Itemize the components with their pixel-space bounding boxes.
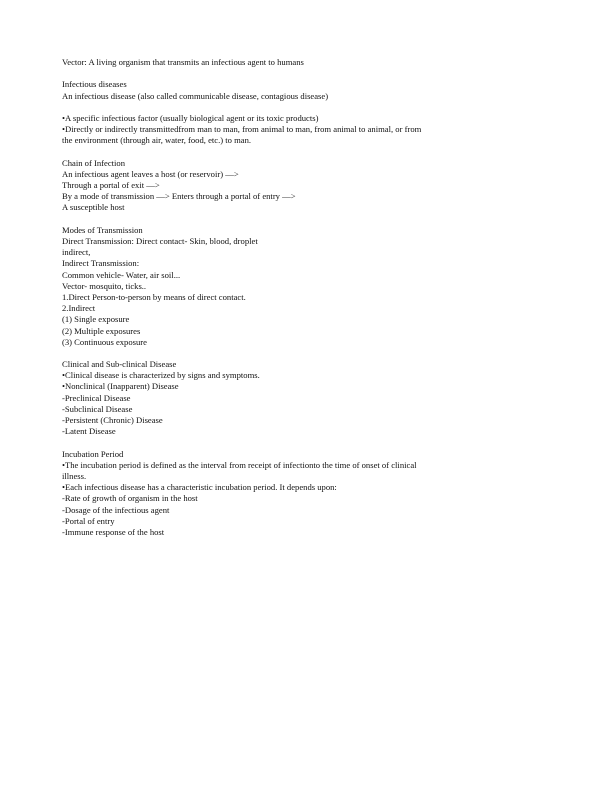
spacer: [62, 147, 562, 158]
spacer: [62, 437, 562, 448]
clinical-line: -Persistent (Chronic) Disease: [62, 415, 163, 425]
clinical-line: •Nonclinical (Inapparent) Disease: [62, 381, 179, 392]
modes-line: Indirect Transmission:: [62, 258, 140, 269]
modes-line: (2) Multiple exposures: [62, 325, 141, 336]
modes-line: 1.Direct Person-to-person by means of direct contact.: [62, 291, 246, 302]
incubation-line: -Immune response of the host: [62, 526, 165, 537]
infectious-heading: Infectious diseases: [62, 79, 127, 90]
spacer: [62, 348, 562, 359]
modes-line: (3) Continuous exposure: [62, 336, 147, 347]
clinical-line: -Subclinical Disease: [62, 403, 133, 414]
spacer: [62, 102, 562, 113]
chain-line: A susceptible host: [62, 202, 125, 213]
infectious-bullet-2-line-1: •Directly or indirectly transmittedfrom man to man, from animal to man, from animal to animal, or from: [62, 124, 422, 135]
incubation-heading: Incubation Period: [62, 448, 124, 459]
modes-line: Common vehicle- Water, air soil...: [62, 269, 181, 280]
clinical-heading: Clinical and Sub-clinical Disease: [62, 359, 177, 370]
spacer: [62, 68, 562, 79]
incubation-line: •The incubation period is defined as the interval from receipt of infectionto the time of onset of clinical: [62, 459, 417, 470]
incubation-line: illness.: [62, 470, 87, 481]
chain-line: Through a portal of exit —>: [62, 180, 160, 191]
infectious-bullet-1: •A specific infectious factor (usually biological agent or its toxic products): [62, 112, 319, 123]
modes-heading: Modes of Transmission: [62, 224, 143, 235]
infectious-bullet-2-line-2: the environment (through air, water, food, etc.) to man.: [62, 135, 252, 146]
clinical-line: •Clinical disease is characterized by signs and symptoms.: [62, 370, 260, 381]
modes-line: Direct Transmission: Direct contact- Skin, blood, droplet: [62, 236, 258, 246]
infectious-definition: An infectious disease (also called communicable disease, contagious disease): [62, 90, 329, 101]
document-page: [62, 57, 562, 538]
modes-line: 2.Indirect: [62, 303, 96, 314]
incubation-line: •Each infectious disease has a characteristic incubation period. It depends upon:: [62, 482, 337, 493]
modes-line: (1) Single exposure: [62, 314, 130, 325]
chain-line: An infectious agent leaves a host (or reservoir) —>: [62, 168, 239, 179]
incubation-line: -Rate of growth of organism in the host: [62, 493, 198, 504]
chain-line: By a mode of transmission —> Enters through a portal of entry —>: [62, 191, 296, 202]
modes-line: Vector- mosquito, ticks..: [62, 280, 147, 291]
spacer: [62, 214, 562, 225]
chain-heading: Chain of Infection: [62, 157, 126, 168]
vector-definition: Vector: A living organism that transmits an infectious agent to humans: [62, 57, 304, 67]
clinical-line: -Latent Disease: [62, 426, 116, 437]
modes-line: indirect,: [62, 247, 91, 258]
incubation-line: -Dosage of the infectious agent: [62, 504, 170, 515]
clinical-line: -Preclinical Disease: [62, 392, 131, 403]
incubation-line: -Portal of entry: [62, 515, 115, 526]
